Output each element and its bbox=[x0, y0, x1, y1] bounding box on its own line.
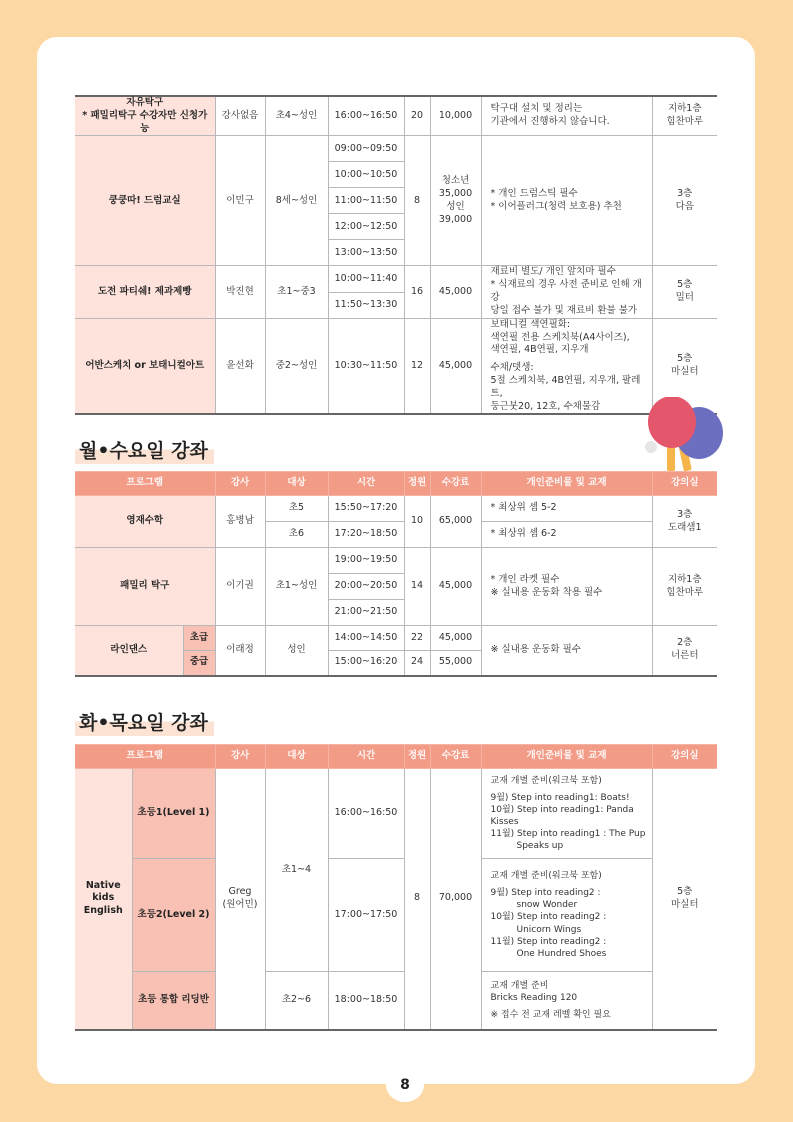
table-row bbox=[75, 496, 717, 522]
teacher: 이래정 bbox=[215, 626, 265, 676]
fee: 청소년 35,000 성인 39,000 bbox=[430, 136, 481, 266]
teacher: 이민구 bbox=[215, 136, 265, 266]
header-capacity: 정원 bbox=[404, 745, 430, 769]
header-target: 대상 bbox=[265, 472, 328, 496]
target: 중2~성인 bbox=[265, 318, 328, 414]
header-room: 강의실 bbox=[652, 472, 717, 496]
room: 3층 도래샘1 bbox=[652, 496, 717, 548]
materials-botanical: 보태니컬 색연필화: 색연필 전용 스케치북(A4사이즈), 색연필, 4B연필, 지우개 bbox=[490, 318, 630, 356]
header-materials: 개인준비물 및 교재 bbox=[481, 472, 652, 496]
materials bbox=[481, 769, 652, 859]
header-time: 시간 bbox=[328, 472, 404, 496]
table-row bbox=[75, 859, 717, 972]
fee: 45,000 bbox=[430, 318, 481, 414]
materials: 탁구대 설치 및 정리는 기관에서 진행하지 않습니다. bbox=[481, 96, 652, 136]
section-title-mon-wed: 월•수요일 강좌 bbox=[75, 438, 214, 464]
materials: * 개인 드럼스틱 필수 * 이어플러그(청력 보호용) 추천 bbox=[481, 136, 652, 266]
section-title-tue-thu: 화•목요일 강좌 bbox=[75, 710, 214, 736]
level-label: 초등2(Level 2) bbox=[132, 859, 215, 972]
time: 18:00~18:50 bbox=[328, 972, 404, 1030]
program-name: 자유탁구 * 패밀리탁구 수강자만 신청가능 bbox=[75, 96, 215, 136]
capacity: 14 bbox=[404, 548, 430, 626]
book-item: Speaks up bbox=[516, 841, 564, 852]
book-item: One Hundred Shoes bbox=[516, 948, 607, 959]
table-continued bbox=[75, 95, 717, 415]
capacity: 12 bbox=[404, 318, 430, 414]
room: 2층 너른터 bbox=[652, 626, 717, 676]
teacher: 강사없음 bbox=[215, 96, 265, 136]
materials: 재료비 별도/ 개인 앞치마 필수 * 식재료의 경우 사전 준비로 인해 개강 당일 접수 불가 및 재료비 환불 불가 bbox=[481, 266, 652, 318]
time: 17:00~17:50 bbox=[328, 859, 404, 972]
time: 19:00~19:50 bbox=[328, 548, 404, 574]
fee: 55,000 bbox=[430, 651, 481, 676]
program-name: 라인댄스 bbox=[75, 626, 183, 676]
level-label: 초등 통합 리딩반 bbox=[132, 972, 215, 1030]
program-name: 영재수학 bbox=[75, 496, 215, 548]
capacity: 24 bbox=[404, 651, 430, 676]
header-room: 강의실 bbox=[652, 745, 717, 769]
fee: 65,000 bbox=[430, 496, 481, 548]
ping-pong-paddle-icon bbox=[637, 397, 727, 475]
teacher: 박진현 bbox=[215, 266, 265, 318]
materials: * 개인 라켓 필수 ※ 실내용 운동화 착용 필수 bbox=[481, 548, 652, 626]
room: 5층 마실터 bbox=[652, 769, 717, 1030]
capacity: 8 bbox=[404, 769, 430, 1030]
target: 초1~성인 bbox=[265, 548, 328, 626]
capacity: 20 bbox=[404, 96, 430, 136]
level-label: 중급 bbox=[183, 651, 215, 676]
time: 16:00~16:50 bbox=[328, 96, 404, 136]
table-header bbox=[75, 745, 717, 769]
header-target: 대상 bbox=[265, 745, 328, 769]
capacity: 8 bbox=[404, 136, 430, 266]
target: 초1~중3 bbox=[265, 266, 328, 318]
program-name: Native kids English bbox=[75, 769, 132, 1030]
program-name: 도전 파티쉐! 제과제빵 bbox=[75, 266, 215, 318]
teacher: Greg (원어민) bbox=[215, 769, 265, 1030]
teacher: 윤선화 bbox=[215, 318, 265, 414]
fee: 45,000 bbox=[430, 548, 481, 626]
teacher: 홍병남 bbox=[215, 496, 265, 548]
target: 초4~성인 bbox=[265, 96, 328, 136]
capacity: 10 bbox=[404, 496, 430, 548]
fee: 45,000 bbox=[430, 626, 481, 651]
fee: 10,000 bbox=[430, 96, 481, 136]
table-row bbox=[75, 972, 717, 1030]
materials-note: ※ 접수 전 교재 레벨 확인 필요 bbox=[490, 1009, 611, 1020]
table-row bbox=[75, 136, 717, 162]
program-name: 쿵쿵따! 드럼교실 bbox=[75, 136, 215, 266]
program-name: 어반스케치 or 보태니컬아트 bbox=[75, 318, 215, 414]
capacity: 16 bbox=[404, 266, 430, 318]
materials: * 최상위 셈 5-2 bbox=[481, 496, 652, 522]
materials bbox=[481, 318, 652, 414]
time: 20:00~20:50 bbox=[328, 574, 404, 600]
time: 21:00~21:50 bbox=[328, 600, 404, 626]
book-item: 10월) Step into reading1: Panda Kisses bbox=[490, 804, 634, 827]
header-teacher: 강사 bbox=[215, 472, 265, 496]
table-row bbox=[75, 548, 717, 574]
book-item: Unicorn Wings bbox=[516, 924, 582, 935]
materials: ※ 실내용 운동화 필수 bbox=[481, 626, 652, 676]
header-fee: 수강료 bbox=[430, 472, 481, 496]
fee: 70,000 bbox=[430, 769, 481, 1030]
book-item: 11월) Step into reading1 : The Pup bbox=[490, 829, 646, 840]
time: 09:00~09:50 bbox=[328, 136, 404, 162]
book-item: 9월) Step into reading2 : bbox=[490, 888, 601, 899]
time: 14:00~14:50 bbox=[328, 626, 404, 651]
header-program: 프로그램 bbox=[75, 472, 215, 496]
table-tue-thu bbox=[75, 744, 717, 1031]
header-program: 프로그램 bbox=[75, 745, 215, 769]
target: 초5 bbox=[265, 496, 328, 522]
level-label: 초등1(Level 1) bbox=[132, 769, 215, 859]
materials-title: 교재 개별 준비 Bricks Reading 120 bbox=[490, 980, 578, 1003]
book-item: 9월) Step into reading1: Boats! bbox=[490, 792, 630, 803]
time: 15:00~16:20 bbox=[328, 651, 404, 676]
time: 11:50~13:30 bbox=[328, 292, 404, 318]
time: 11:00~11:50 bbox=[328, 188, 404, 214]
book-item: snow Wonder bbox=[516, 900, 578, 911]
materials: * 최상위 셈 6-2 bbox=[481, 522, 652, 548]
materials-title: 교재 개별 준비(워크북 포함) bbox=[490, 775, 602, 786]
book-item: 10월) Step into reading2 : bbox=[490, 912, 607, 923]
time: 17:20~18:50 bbox=[328, 522, 404, 548]
materials-title: 교재 개별 준비(워크북 포함) bbox=[490, 871, 602, 881]
room: 5층 밀터 bbox=[652, 266, 717, 318]
capacity: 22 bbox=[404, 626, 430, 651]
time: 10:30~11:50 bbox=[328, 318, 404, 414]
room: 지하1층 힘찬마루 bbox=[652, 96, 717, 136]
room: 5층 마실터 bbox=[652, 318, 717, 414]
level-label: 초급 bbox=[183, 626, 215, 651]
target: 8세~성인 bbox=[265, 136, 328, 266]
table-header bbox=[75, 472, 717, 496]
materials bbox=[481, 859, 652, 972]
header-fee: 수강료 bbox=[430, 745, 481, 769]
table-row bbox=[75, 266, 717, 292]
table-row bbox=[75, 769, 717, 859]
table-mon-wed bbox=[75, 471, 717, 677]
header-teacher: 강사 bbox=[215, 745, 265, 769]
target: 초1~4 bbox=[265, 769, 328, 972]
teacher: 이기권 bbox=[215, 548, 265, 626]
room: 3층 다음 bbox=[652, 136, 717, 266]
table-row bbox=[75, 96, 717, 136]
fee: 45,000 bbox=[430, 266, 481, 318]
target: 초2~6 bbox=[265, 972, 328, 1030]
header-materials: 개인준비물 및 교재 bbox=[481, 745, 652, 769]
time: 15:50~17:20 bbox=[328, 496, 404, 522]
book-item: 11월) Step into reading2 : bbox=[490, 936, 607, 947]
materials bbox=[481, 972, 652, 1030]
target: 초6 bbox=[265, 522, 328, 548]
target: 성인 bbox=[265, 626, 328, 676]
time: 13:00~13:50 bbox=[328, 240, 404, 266]
program-name: 패밀리 탁구 bbox=[75, 548, 215, 626]
time: 10:00~11:40 bbox=[328, 266, 404, 292]
page-number: 8 bbox=[386, 1068, 424, 1102]
room: 지하1층 힘찬마루 bbox=[652, 548, 717, 626]
header-time: 시간 bbox=[328, 745, 404, 769]
materials-watercolor: 수채/뎃생: 5절 스케치북, 4B연필, 지우개, 팔레트, 둥근붓20, 12호, 수채물감 bbox=[490, 362, 641, 412]
time: 16:00~16:50 bbox=[328, 769, 404, 859]
time: 10:00~10:50 bbox=[328, 162, 404, 188]
time: 12:00~12:50 bbox=[328, 214, 404, 240]
table-row bbox=[75, 626, 717, 651]
table-row bbox=[75, 318, 717, 414]
header-capacity: 정원 bbox=[404, 472, 430, 496]
